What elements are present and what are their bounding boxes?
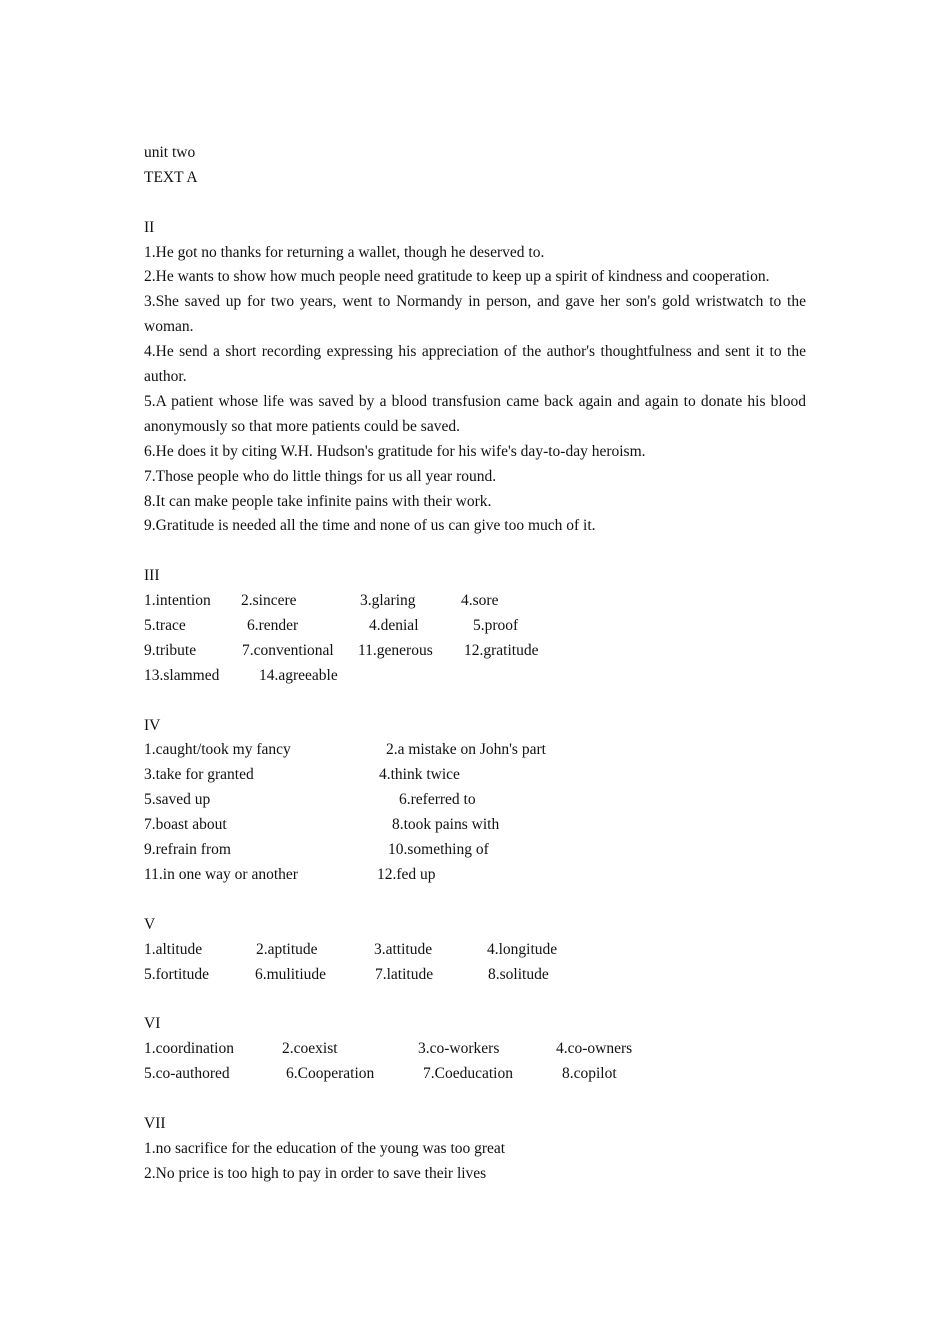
- answer-row: [144, 838, 806, 863]
- answer-cell: 9.refrain from: [144, 841, 231, 859]
- answer-item: 1.He got no thanks for returning a wallet, though he deserved to.: [144, 243, 545, 261]
- answer-cell: 4.denial: [369, 617, 419, 635]
- section-label-iv: IV: [144, 716, 161, 734]
- answer-item: 9.Gratitude is needed all the time and none of us can give too much of it.: [144, 517, 596, 535]
- answer-cell: 8.solitude: [488, 965, 549, 983]
- answer-row: [144, 863, 806, 888]
- answer-cell: 7.conventional: [242, 641, 334, 659]
- answer-cell: 11.in one way or another: [144, 865, 298, 883]
- answer-cell: 1.caught/took my fancy: [144, 741, 291, 759]
- answer-cell: 6.referred to: [399, 791, 476, 809]
- answer-row: [144, 614, 806, 639]
- answer-cell: 4.co-owners: [556, 1040, 633, 1058]
- answer-cell: 8.copilot: [562, 1065, 617, 1083]
- answer-cell: 9.tribute: [144, 641, 197, 659]
- answer-item: 7.Those people who do little things for us all year round.: [144, 467, 497, 485]
- answer-cell: 13.slammed: [144, 666, 220, 684]
- section-label-iii: III: [144, 567, 160, 585]
- answer-cell: 5.co-authored: [144, 1065, 230, 1083]
- answer-cell: 7.Coeducation: [423, 1065, 513, 1083]
- answer-cell: 2.sincere: [241, 592, 297, 610]
- unit-heading: unit two: [144, 144, 196, 161]
- answer-cell: 1.altitude: [144, 940, 203, 958]
- answer-cell: 7.latitude: [375, 965, 434, 983]
- answer-item: 1.no sacrifice for the education of the young was too great: [144, 1139, 506, 1157]
- answer-cell: 6.render: [247, 617, 299, 635]
- answer-cell: 4.longitude: [487, 940, 558, 958]
- section-label-ii: II: [144, 218, 155, 236]
- section-label-vii: VII: [144, 1114, 166, 1132]
- answer-cell: 2.aptitude: [256, 940, 318, 958]
- answer-cell: 12.fed up: [377, 865, 436, 883]
- answer-item: 3.She saved up for two years, went to Normandy in person, and gave her son's gold wristwatch to the woman.: [144, 293, 806, 336]
- answer-row: [144, 763, 806, 788]
- answer-cell: 5.proof: [473, 617, 519, 635]
- answer-cell: 12.gratitude: [464, 641, 539, 659]
- answer-item: 4.He send a short recording expressing his appreciation of the author's thoughtfulness and sent it to the author.: [144, 343, 806, 386]
- answer-row: [144, 788, 806, 813]
- answer-cell: 1.intention: [144, 592, 211, 610]
- answer-cell: 10.something of: [388, 841, 489, 859]
- answer-item: 6.He does it by citing W.H. Hudson's gratitude for his wife's day-to-day heroism.: [144, 442, 646, 460]
- answer-cell: 3.take for granted: [144, 766, 254, 784]
- answer-row: [144, 963, 806, 988]
- answer-row: [144, 938, 806, 963]
- answer-row: [144, 738, 806, 763]
- answer-cell: 6.Cooperation: [286, 1065, 375, 1083]
- answer-cell: 3.co-workers: [418, 1040, 500, 1058]
- answer-cell: 5.fortitude: [144, 965, 209, 983]
- answer-cell: 2.coexist: [282, 1040, 338, 1058]
- answer-cell: 3.attitude: [374, 940, 433, 958]
- section-label-v: V: [144, 915, 156, 933]
- answer-row: [144, 813, 806, 838]
- section-label-vi: VI: [144, 1015, 161, 1033]
- answer-cell: 6.mulitiude: [255, 965, 327, 983]
- answer-cell: 8.took pains with: [392, 816, 500, 834]
- answer-cell: 4.think twice: [379, 766, 460, 784]
- answer-cell: 4.sore: [461, 592, 499, 610]
- answer-row: [144, 664, 806, 689]
- answer-cell: 11.generous: [358, 641, 433, 659]
- answer-cell: 1.coordination: [144, 1040, 234, 1058]
- answer-cell: 2.a mistake on John's part: [386, 741, 546, 759]
- answer-cell: 14.agreeable: [259, 666, 338, 684]
- answer-item: 5.A patient whose life was saved by a blood transfusion came back again and again to donate his blood anonymously so that more patients could be saved.: [144, 392, 806, 435]
- answer-cell: 7.boast about: [144, 816, 227, 834]
- answer-row: [144, 1037, 806, 1062]
- answer-cell: 5.trace: [144, 617, 186, 635]
- answer-row: [144, 639, 806, 664]
- answer-row: [144, 1062, 806, 1087]
- answer-item: 2.No price is too high to pay in order to save their lives: [144, 1164, 487, 1182]
- answer-row: [144, 589, 806, 614]
- answer-cell: 3.glaring: [360, 592, 416, 610]
- answer-cell: 5.saved up: [144, 791, 211, 809]
- answer-item: 2.He wants to show how much people need gratitude to keep up a spirit of kindness and cooperation.: [144, 268, 770, 286]
- answer-item: 8.It can make people take infinite pains with their work.: [144, 492, 492, 510]
- document-page: [144, 141, 806, 1187]
- text-heading: TEXT A: [144, 168, 198, 186]
